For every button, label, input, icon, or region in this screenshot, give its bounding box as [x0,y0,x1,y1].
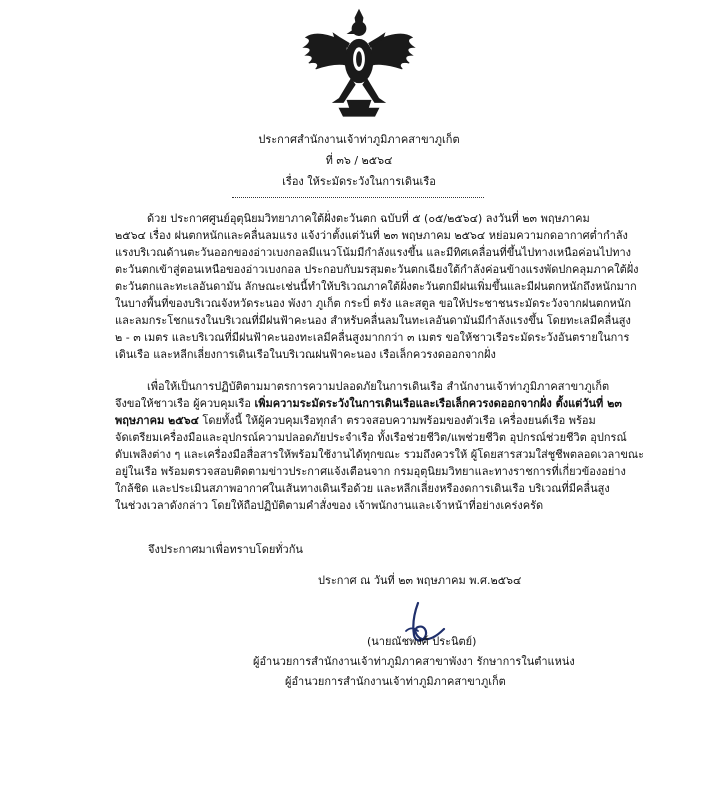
paragraph-1-line: ตะวันตกและทะเลอันดามัน ลักษณะเช่นนี้ทำให้บริเวณภาคใต้ฝั่งตะวันตกมีฝนเพิ่มขึ้นและมีฝนตกหนักถึงหนักมาก [115,280,637,293]
paragraph-2-text: จึงขอให้ชาวเรือ ผู้ควบคุมเรือ [115,397,255,410]
paragraph-2-line: ดับเพลิงต่าง ๆ และเครื่องมือสื่อสารให้พร้อมใช้งานได้ทุกขณะ รวมถึงควรให้ ผู้โดยสารสวมใส่ชูชีพตลอดเวลาขณะ [115,448,645,461]
signer-name: (นายณัชพงศ์ ประนิตย์) [367,635,477,648]
paragraph-2-emphasis: เพิ่มความระมัดระวังในการเดินเรือและเรือเล็กควรงดออกจากฝั่ง ตั้งแต่วันที่ ๒๓ [254,397,622,410]
paragraph-1-line: ตะวันตกเข้าสู่ตอนเหนือของอ่าวเบงกอล ประกอบกับมรสุมตะวันตกเฉียงใต้กำลังค่อนข้างแรงพัดปกคลุมภาคใต้ฝั่ง [115,263,639,276]
paragraph-2-text: โดยทั้งนี้ ให้ผู้ควบคุมเรือทุกลำ ตรวจสอบความพร้อมของตัวเรือ เครื่องยนต์เรือ พร้อม [198,414,596,427]
paragraph-1-line: เดินเรือ และหลีกเลี่ยงการเดินเรือในบริเวณฝนฟ้าคะนอง เรือเล็กควรงดออกจากฝั่ง [115,348,496,361]
paragraph-1-line: และลมกระโชกแรงในบริเวณที่มีฝนฟ้าคะนอง สำหรับคลื่นลมในทะเลอันดามันมีกำลังแรงขึ้น โดยทะเลมีคลื่นสูง [115,314,631,327]
paragraph-1-line: ๒ - ๓ เมตร และบริเวณที่มีฝนฟ้าคะนองทะเลมีคลื่นสูงมากกว่า ๓ เมตร ขอให้ชาวเรือระมัดระวังอันตรายในการ [115,331,630,344]
paragraph-2-line: เพื่อให้เป็นการปฏิบัติตามมาตรการความปลอดภัยในการเดินเรือ สำนักงานเจ้าท่าภูมิภาคสาขาภูเก็ต [147,380,610,393]
paragraph-2-line: ใกล้ชิด และประเมินสภาพอากาศในเส้นทางเดินเรือด้วย และหลีกเลี่ยงหรืองดการเดินเรือ บริเวณที่มีคลื่นสูง [115,482,610,495]
signer-title: ผู้อำนวยการสำนักงานเจ้าท่าภูมิภาคสาขาภูเก็ต [285,675,506,688]
paragraph-1 [115,210,677,363]
paragraph-2-line [115,395,677,412]
paragraph-1-line: ในบางพื้นที่ของบริเวณจังหวัดระนอง พังงา ภูเก็ต กระบี่ ตรัง และสตูล ขอให้ประชาชนระมัดระวังจากฝนตกหนัก [115,297,632,310]
agency-title: ประกาศสำนักงานเจ้าท่าภูมิภาคสาขาภูเก็ต [258,133,460,146]
paragraph-2-emphasis: พฤษภาคม ๒๕๖๔ [115,414,199,427]
paragraph-1-line: ด้วย ประกาศศูนย์อุตุนิยมวิทยาภาคใต้ฝั่งตะวันตก ฉบับที่ ๕ (๐๕/๒๕๖๔) ลงวันที่ ๒๓ พฤษภาคม [147,212,590,225]
paragraph-2-line: จัดเตรียมเครื่องมือและอุปกรณ์ความปลอดภัยประจำเรือ ทั้งเรือช่วยชีวิต/แพช่วยชีวิต อุปกรณ์ช่วยชีวิต อุปกรณ์ [115,431,627,444]
subject-line: เรื่อง ให้ระมัดระวังในการเดินเรือ [282,175,436,188]
paragraph-1-line: ๒๕๖๔ เรื่อง ฝนตกหนักและคลื่นลมแรง แจ้งว่าตั้งแต่วันที่ ๒๓ พฤษภาคม ๒๕๖๔ หย่อมความกดอากาศต่ำกำลัง [115,229,628,242]
announcement-number: ที่ ๓๖ / ๒๕๖๔ [325,154,393,167]
announcement-date: ประกาศ ณ วันที่ ๒๓ พฤษภาคม พ.ศ.๒๕๖๔ [318,574,522,587]
paragraph-2-line: ในช่วงเวลาดังกล่าว โดยให้ถือปฏิบัติตามคำสั่งของ เจ้าพนักงานและเจ้าหน้าที่อย่างเคร่งครัด [115,499,544,512]
paragraph-2 [115,378,677,514]
paragraph-1-line: แรงบริเวณด้านตะวันออกของอ่าวเบงกอลมีแนวโน้มมีกำลังแรงขึ้น และมีทิศเคลื่อนที่ขึ้นไปทางเหนือค่อนไปทาง [115,246,632,259]
closing-statement: จึงประกาศมาเพื่อทราบโดยทั่วกัน [148,543,303,556]
paragraph-2-line [115,412,677,429]
paragraph-2-line: อยู่ในเรือ พร้อมตรวจสอบติดตามข่าวประกาศแจ้งเตือนจาก กรมอุตุนิยมวิทยาและทางราชการที่เกี่ยวข้องอย่าง [115,465,626,478]
garuda-emblem-icon [300,4,418,122]
signer-title-acting: ผู้อำนวยการสำนักงานเจ้าท่าภูมิภาคสาขาพังงา รักษาการในตำแหน่ง [253,655,575,668]
separator-dotted-line [232,197,484,198]
